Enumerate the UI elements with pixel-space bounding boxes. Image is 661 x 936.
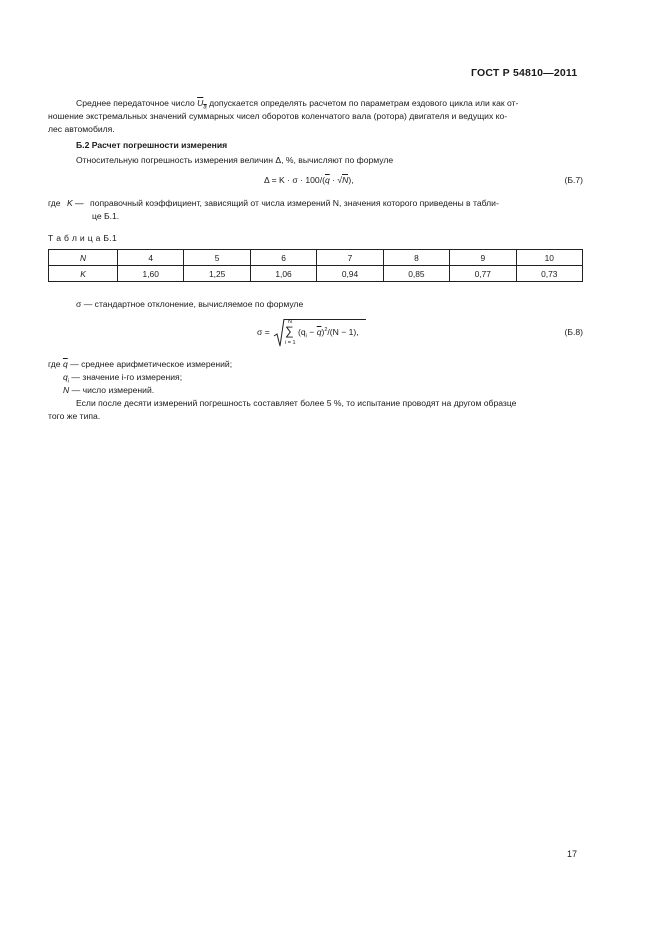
where-k-var: K — <box>66 198 84 208</box>
table-cell: 1,06 <box>250 266 316 282</box>
where-list-n: N <box>63 385 70 395</box>
formula-b7-qbar: $\overline{q}$ <box>324 175 330 185</box>
intro-text-a: Среднее передаточное число <box>76 98 195 108</box>
page-number: 17 <box>567 849 578 859</box>
table-cell: 8 <box>383 250 449 266</box>
table-cell-n-label: N <box>49 250 118 266</box>
table-cell: 4 <box>118 250 184 266</box>
formula-b8-sub-i: i <box>305 333 307 340</box>
document-header: ГОСТ Р 54810—2011 <box>471 67 578 79</box>
intro-var-u <box>197 98 207 111</box>
table-cell: 0,94 <box>317 266 383 282</box>
table-cell: 1,25 <box>184 266 250 282</box>
where-k-word: где <box>48 198 61 208</box>
table-caption: Т а б л и ц а Б.1 <box>48 233 118 243</box>
table-cell: 0,73 <box>516 266 582 282</box>
table-row-k <box>49 266 583 282</box>
where-list-qi: q <box>63 372 68 382</box>
formula-b8-tail: /(N − 1), <box>327 327 359 337</box>
formula-b8-close: ) <box>321 327 325 337</box>
table-b1 <box>48 249 583 282</box>
formula-b7-rhs: ), <box>348 175 354 185</box>
closing-line-2: того же типа. <box>48 411 101 421</box>
table-cell: 9 <box>450 250 516 266</box>
where-list-qbar: $\overline{q}$ <box>62 359 68 369</box>
table-cell: 0,85 <box>383 266 449 282</box>
formula-b8-radical-sign <box>274 319 284 346</box>
formula-b7-mid: · <box>329 175 338 185</box>
formula-b7-sqrt: √N <box>337 175 349 185</box>
intro-line-2: ношение экстремальных значений суммарных чисел оборотов коленчатого вала (ротора) двигателя и ведущих ко- <box>48 111 508 121</box>
where-list-item-3 <box>63 385 154 395</box>
table-row-n <box>49 250 583 266</box>
table-cell: 7 <box>317 250 383 266</box>
formula-b7-sqrt-arg: N <box>342 175 349 185</box>
formula-b7-lhs: Δ = K · σ · 100/( <box>264 175 325 185</box>
where-k-line-2: це Б.1. <box>92 211 120 221</box>
where-list-text-2: — значение i-го измерения; <box>71 372 183 382</box>
formula-b8-radical <box>273 318 285 348</box>
intro-var-u-sub: a <box>203 104 207 111</box>
section-title: Б.2 Расчет погрешности измерения <box>76 140 228 150</box>
table-cell: 6 <box>250 250 316 266</box>
intro-var-u-letter: U <box>197 98 204 108</box>
closing-line-1: Если после десяти измерений погрешность составляет более 5 %, то испытание проводят на другом образце <box>76 398 517 408</box>
where-k-line-1 <box>48 198 499 208</box>
intro-text-b: допускается определять расчетом по параметрам ездового цикла или как от- <box>209 98 519 108</box>
where-list-word: где <box>48 359 61 369</box>
formula-b8-qbar: $\overline{q}$ <box>316 327 322 337</box>
section-text: Относительную погрешность измерения величин Δ, %, вычисляют по формуле <box>76 155 394 165</box>
formula-b8-sum-sign: ∑ <box>285 324 294 338</box>
formula-b8-sum-bottom: i = 1 <box>285 340 296 346</box>
where-list-qi-sub: i <box>67 378 70 385</box>
formula-b7 <box>264 175 354 185</box>
where-list-text-1: — среднее арифметическое измерений; <box>70 359 233 369</box>
where-list-text-3: — число измерений. <box>71 385 155 395</box>
intro-line-3: лес автомобиля. <box>48 124 115 134</box>
table-cell-k-label: K <box>49 266 118 282</box>
intro-line-1 <box>76 98 518 111</box>
formula-b8-minus: − <box>306 327 317 337</box>
formula-b8-body <box>298 327 359 340</box>
table-cell: 0,77 <box>450 266 516 282</box>
where-list-item-2 <box>63 372 182 385</box>
table-cell: 1,60 <box>118 266 184 282</box>
formula-b8-sup: 2 <box>324 327 328 334</box>
formula-b8-vinculum <box>284 319 366 320</box>
table-cell: 10 <box>516 250 582 266</box>
where-list-item-1 <box>48 359 232 369</box>
where-k-text: поправочный коэффициент, зависящий от числа измерений N, значения которого приведены в табли- <box>90 198 499 208</box>
formula-b8-number: (Б.8) <box>564 327 583 337</box>
sigma-definition: σ — стандартное отклонение, вычисляемое по формуле <box>76 299 304 309</box>
table-cell: 5 <box>184 250 250 266</box>
formula-b7-number: (Б.7) <box>564 175 583 185</box>
formula-b8-open: (q <box>298 327 306 337</box>
formula-b8-lhs: σ = <box>257 327 270 337</box>
formula-b8-sum-top: N <box>288 319 292 325</box>
